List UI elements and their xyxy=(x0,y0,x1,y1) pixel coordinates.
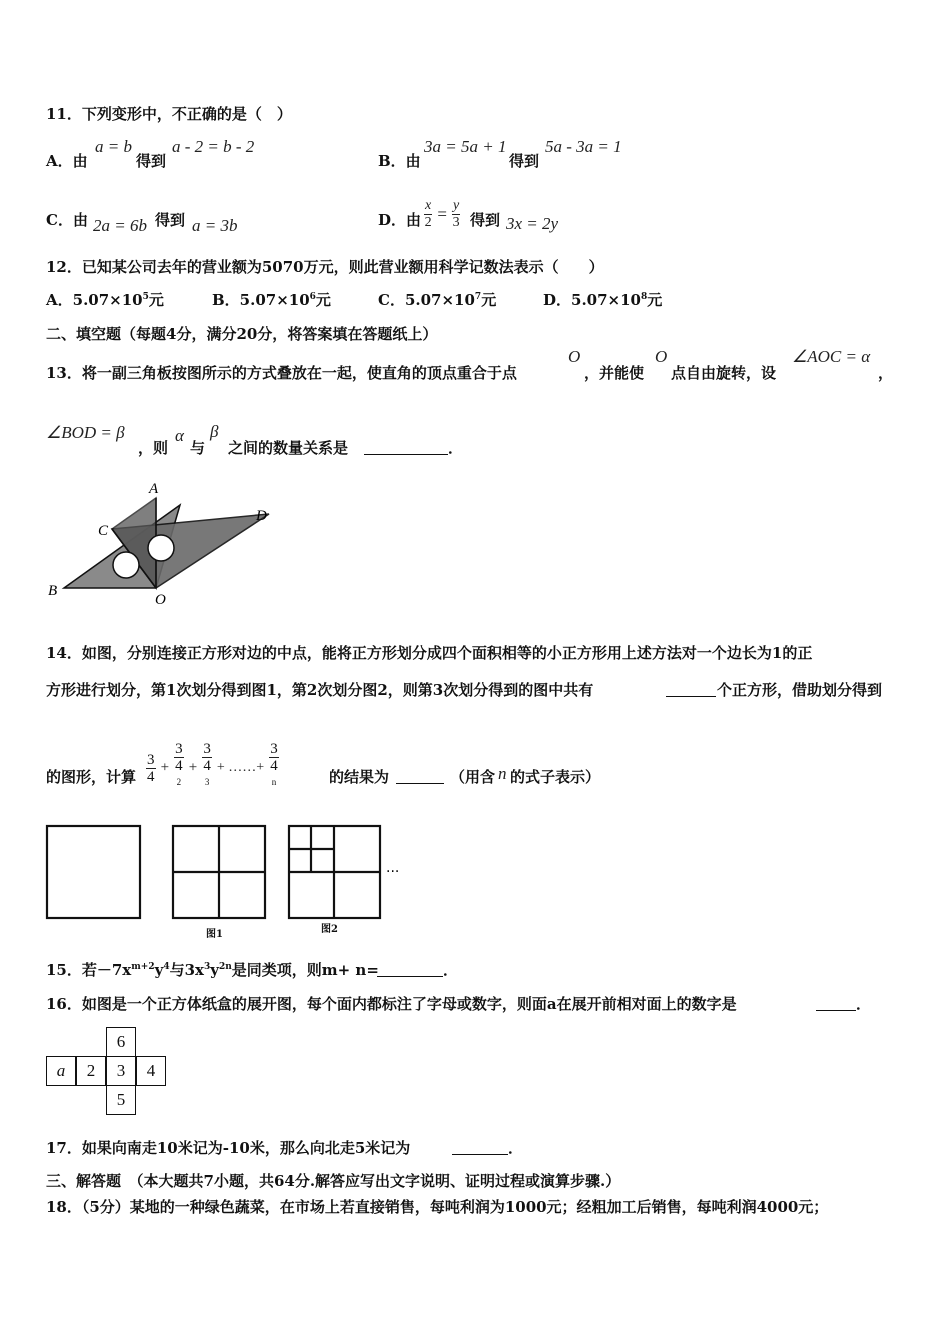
q13-text-4: ，则 xyxy=(138,439,169,457)
q12-option-a: A．$5.07\times 10^5$元 xyxy=(46,291,164,309)
net-face-a: a xyxy=(46,1056,76,1086)
series-term-n: 3 4 $^n$ xyxy=(270,741,278,787)
series-term-1: $\frac{3}{4}$ xyxy=(147,751,155,785)
q15-answer-blank[interactable] xyxy=(377,959,443,977)
q15-text: 15．若$-7x^{m+2}y^4$与$3x^3y^{2n}$是同类项，则m+ n= xyxy=(46,961,379,979)
q18-text: 18．（5分）某地的一种绿色蔬菜，在市场上若直接销售，每吨利润为1000元；经粗加工后销售，每吨利润4000元； xyxy=(46,1198,829,1216)
q14-line-3d: 的式子表示） xyxy=(510,768,601,786)
q13-point-o-1: O xyxy=(568,347,581,366)
q11-option-c-expr2: a = 3b xyxy=(192,216,238,235)
q16-answer-blank[interactable] xyxy=(816,993,856,1011)
q13-angle-bod: ∠BOD = β xyxy=(46,423,125,442)
net-face-5: 5 xyxy=(106,1085,136,1115)
q13-alpha: α xyxy=(175,426,184,445)
q14-line-3b: 的结果为 xyxy=(329,768,390,786)
net-face-3: 3 xyxy=(106,1056,136,1086)
q11-option-a-label: A．由 xyxy=(46,152,88,170)
hole-circle-left xyxy=(113,552,139,578)
q15-period: ． xyxy=(443,961,459,979)
q14-line-3a: 的图形，计算 xyxy=(46,768,137,786)
q11-option-a-expr2: a - 2 = b - 2 xyxy=(172,137,255,156)
q17-period: ． xyxy=(508,1139,524,1157)
section-3-heading: 三、解答题 （本大题共7小题，共64分.解答应写出文字说明、证明过程或演算步骤.） xyxy=(46,1172,621,1190)
q14-line-2b: 个正方形，借助划分得到 xyxy=(717,681,883,699)
q13-text-5: 与 xyxy=(190,439,206,457)
q11-option-b-label: B．由 xyxy=(378,152,421,170)
hole-circle-right xyxy=(148,535,174,561)
continuation-ellipsis: ··· xyxy=(386,864,400,880)
q11-option-b-mid: 得到 xyxy=(509,152,540,170)
label-b: B xyxy=(48,583,58,599)
q17-text: 17．如果向南走10米记为-10米，那么向北走5米记为 xyxy=(46,1139,411,1157)
q11-option-b-expr1: 3a = 5a + 1 xyxy=(424,137,507,156)
figure-2-caption: 图2 xyxy=(321,924,338,935)
fraction-x-over-2: $\frac{x}{2}$ xyxy=(424,198,432,230)
q13-text-6: 之间的数量关系是 xyxy=(228,439,349,457)
q16-text: 16．如图是一个正方体纸盒的展开图，每个面内都标注了字母或数字，则面a在展开前相对面上的数字是 xyxy=(46,995,737,1013)
section-2-heading: 二、填空题（每题4分，满分20分，将答案填在答题纸上） xyxy=(46,325,438,343)
label-a: A xyxy=(149,481,159,497)
q17-answer-blank[interactable] xyxy=(452,1137,508,1155)
net-face-4: 4 xyxy=(136,1056,166,1086)
q11-option-d-expr2: 3x = 2y xyxy=(506,214,559,233)
q11-option-c-label: C．由 xyxy=(46,211,88,229)
net-face-6: 6 xyxy=(106,1027,136,1057)
q13-point-o-2: O xyxy=(655,347,668,366)
q12-stem: 12．已知某公司去年的营业额为5070万元，则此营业额用科学记数法表示（ ） xyxy=(46,258,604,276)
series-term-3: 3 4 $^3$ xyxy=(203,741,211,787)
square-figure-2 xyxy=(289,826,380,918)
label-c: C xyxy=(98,523,109,539)
q14-series-expression: $\frac{3}{4}$ + 3 4 $^2$ + 3 4 $^3$ + ……+ 3 4 $^n$ xyxy=(146,741,279,795)
q14-line-3c: （用含 xyxy=(450,768,496,786)
q13-text-3: 点自由旋转，设 xyxy=(671,364,777,382)
q13-answer-blank[interactable] xyxy=(364,437,448,455)
q14-answer-blank-1[interactable] xyxy=(666,679,716,697)
q13-text-2: ，并能使 xyxy=(584,364,645,382)
q14-answer-blank-2[interactable] xyxy=(396,766,444,784)
fraction-y-over-3: $\frac{y}{3}$ xyxy=(452,198,460,230)
q11-option-c-mid: 得到 xyxy=(155,211,186,229)
q11-option-d-label: D．由 xyxy=(378,211,422,229)
q14-square-division-figure xyxy=(44,822,424,942)
q12-option-b: B．$5.07\times 10^6$元 xyxy=(212,291,331,309)
q11-option-a-expr1: a = b xyxy=(95,137,132,156)
q16-period: ． xyxy=(856,995,872,1013)
q13-beta: β xyxy=(210,422,219,441)
q11-option-d-equation: $\frac{x}{2}$ = $\frac{y}{3}$ xyxy=(424,198,460,230)
q13-triangle-figure xyxy=(40,475,280,615)
q11-option-a-mid: 得到 xyxy=(136,152,167,170)
square-figure-1 xyxy=(173,826,265,918)
q11-stem: 11．下列变形中，不正确的是（ ） xyxy=(46,105,292,123)
q12-option-c: C．$5.07\times 10^7$元 xyxy=(378,291,497,309)
label-o: O xyxy=(155,592,166,608)
net-face-2: 2 xyxy=(76,1056,106,1086)
series-term-2: 3 4 $^2$ xyxy=(175,741,183,787)
figure-1-caption: 图1 xyxy=(206,929,223,940)
q11-option-c-expr1: 2a = 6b xyxy=(93,216,147,235)
q13-text-1: 13．将一副三角板按图所示的方式叠放在一起，使直角的顶点重合于点 xyxy=(46,364,517,382)
q13-angle-aoc: ∠AOC = α xyxy=(792,347,871,366)
q14-line-2a: 方形进行划分，第1次划分得到图1，第2次划分图2，则第3次划分得到的图中共有 xyxy=(46,681,594,699)
q12-option-d: D．$5.07\times 10^8$元 xyxy=(543,291,663,309)
q11-option-d-mid: 得到 xyxy=(470,211,501,229)
q14-line-1: 14．如图，分别连接正方形对边的中点，能将正方形划分成四个面积相等的小正方形用上述方法对一个边长为1的正 xyxy=(46,644,813,662)
q14-n-variable: n xyxy=(498,764,507,783)
q13-period: ． xyxy=(448,439,464,457)
q11-option-b-expr2: 5a - 3a = 1 xyxy=(545,137,622,156)
label-d: D xyxy=(256,508,267,524)
q13-comma: ， xyxy=(878,364,894,382)
square-original xyxy=(47,826,140,918)
